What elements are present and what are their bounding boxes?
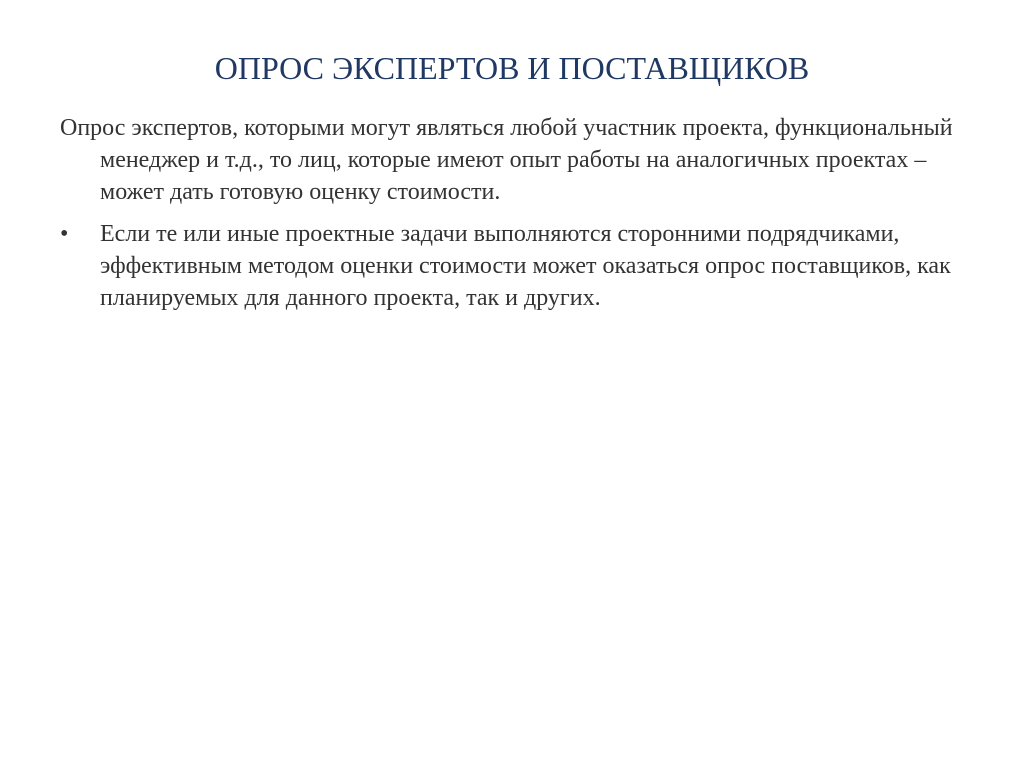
slide-body xyxy=(60,112,980,314)
bullet-icon: • xyxy=(60,221,69,247)
slide-title: ОПРОС ЭКСПЕРТОВ И ПОСТАВЩИКОВ xyxy=(214,50,810,86)
bullet-item xyxy=(60,218,980,314)
bullet-text: Если те или иные проектные задачи выполняются сторонними подрядчиками, эффективным методом оценки стоимости может оказаться опрос поставщиков, как планируемых для данного проекта, так и других. xyxy=(100,221,951,311)
intro-paragraph: Опрос экспертов, которыми могут являться любой участник проекта, функциональный менеджер и т.д., то лиц, которые имеют опыт работы на аналогичных проектах – может дать готовую оценку стоимости. xyxy=(60,115,953,205)
